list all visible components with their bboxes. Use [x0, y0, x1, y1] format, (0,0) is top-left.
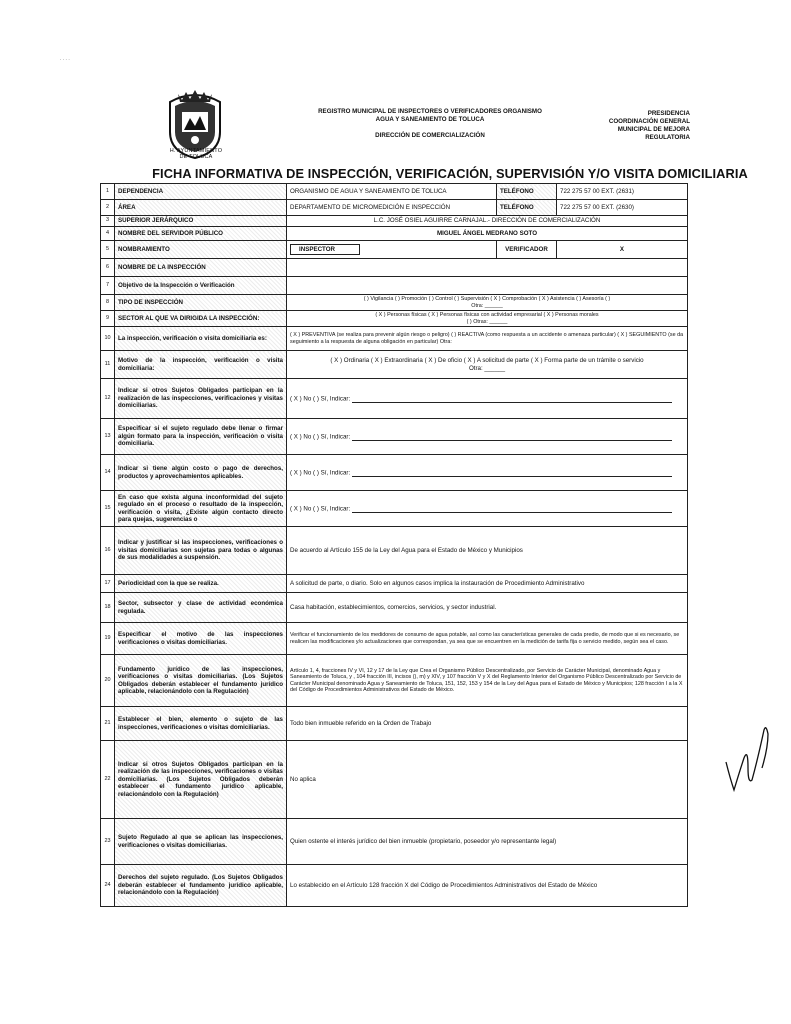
form-row-22: [101, 741, 688, 819]
form-row-11: [101, 351, 688, 379]
registry-line-1: REGISTRO MUNICIPAL DE INSPECTORES O VERIFICADORES ORGANISMO: [318, 108, 542, 115]
field-label: NOMBRE DE LA INSPECCIÓN: [115, 259, 287, 277]
row-number: 7: [101, 277, 115, 295]
inspection-type-options: ( ) Vigilancia ( ) Promoción ( ) Control ( ) Supervisión ( X ) Comprobación ( X ) Asistencia ( ) Asesoría ( ): [363, 296, 611, 303]
row-number: 9: [101, 311, 115, 327]
phone-label: TELÉFONO: [497, 200, 557, 216]
field-value: [287, 379, 688, 419]
row-number: 8: [101, 295, 115, 311]
field-label: SECTOR AL QUE VA DIRIGIDA LA INSPECCIÓN:: [115, 311, 287, 327]
logo-caption-line-2: DE TOLUCA: [179, 154, 213, 160]
form-row-9: [101, 311, 688, 327]
field-value: [287, 259, 688, 277]
row-number: 13: [101, 419, 115, 455]
row-number: 16: [101, 527, 115, 575]
field-label: En caso que exista alguna inconformidad del sujeto regulado en el proceso o resultado de la inspección, verificación o visita, ¿Existe algún contacto directo para quejas, sugerencias o: [115, 491, 287, 527]
form-row-17: [101, 575, 688, 593]
yes-no-options: ( X ) No ( ) Sí, Indicar:: [290, 395, 352, 403]
form-row-3: [101, 216, 688, 227]
row-number: 17: [101, 575, 115, 593]
row-number: 11: [101, 351, 115, 379]
form-row-18: [101, 593, 688, 623]
phone-value: 722 275 57 00 EXT. (2630): [557, 200, 688, 216]
field-value: [287, 311, 688, 327]
field-label: Objetivo de la Inspección o Verificación: [115, 277, 287, 295]
phone-label: TELÉFONO: [497, 184, 557, 200]
inspection-type-other: Otra: ______: [471, 302, 503, 309]
municipal-line: MUNICIPAL DE MEJORA: [617, 126, 690, 133]
indicate-line: [352, 505, 672, 513]
field-value: Casa habitación, establecimientos, comercios, servicios, y sector industrial.: [287, 593, 688, 623]
field-value: A solicitud de parte, o diario. Solo en algunos casos implica la instauración de Procedimiento Administrativo: [287, 575, 688, 593]
verificador-label: VERIFICADOR: [497, 241, 557, 259]
field-value: Verificar el funcionamiento de los medidores de consumo de agua potable, así como las características generales de cada predio, de modo que si es necesario, se realicen las modificaciones y/o actualizaciones que correspondan, ya sea que se encuentren en la medición de tarifa fija o servicio medido, según sea el caso.: [287, 623, 688, 655]
field-label: Fundamento jurídico de las inspecciones, verificaciones o visitas domiciliarias. (Los Sujetos Obligados deberán establecer el fundamento jurídico aplicable, relacionándolo con la Regulación): [115, 655, 287, 707]
form-row-20: [101, 655, 688, 707]
field-label: Motivo de la inspección, verificación o visita domiciliaria:: [115, 351, 287, 379]
field-label: NOMBRAMIENTO: [115, 241, 287, 259]
field-value: [287, 351, 688, 379]
indicate-line: [352, 433, 672, 441]
field-label: Establecer el bien, elemento o sujeto de las inspecciones, verificaciones o visitas domiciliarias.: [115, 707, 287, 741]
field-label: Derechos del sujeto regulado. (Los Sujetos Obligados deberán establecer el fundamento jurídico aplicable, relacionándolo con la Regulación): [115, 865, 287, 907]
row-number: 21: [101, 707, 115, 741]
field-value: [287, 295, 688, 311]
direction-line: DIRECCIÓN DE COMERCIALIZACIÓN: [375, 132, 485, 139]
yes-no-options: ( X ) No ( ) Sí, Indicar:: [290, 505, 352, 513]
field-label: TIPO DE INSPECCIÓN: [115, 295, 287, 311]
row-number: 3: [101, 216, 115, 227]
field-label: Indicar si otros Sujetos Obligados participan en la realización de las inspecciones, verificaciones y visitas domiciliarias.: [115, 379, 287, 419]
field-value: [287, 419, 688, 455]
form-title: FICHA INFORMATIVA DE INSPECCIÓN, VERIFICACIÓN, SUPERVISIÓN Y/O VISITA DOMICILIARIA: [152, 166, 748, 181]
form-row-14: [101, 455, 688, 491]
row-number: 12: [101, 379, 115, 419]
row-number: 10: [101, 327, 115, 351]
field-value: Todo bien inmueble referido en la Orden de Trabajo: [287, 707, 688, 741]
field-value: No aplica: [287, 741, 688, 819]
header-center-block: [290, 108, 570, 140]
field-label: Indicar si otros Sujetos Obligados participan en la realización de las inspecciones, verificaciones o visitas domiciliarias. (Los Sujetos Obligados deberán establecer el fundamento jurídico aplicable, relacionándolo con la Regulación): [115, 741, 287, 819]
row-number: 23: [101, 819, 115, 865]
row-number: 6: [101, 259, 115, 277]
coordination-line: COORDINACIÓN GENERAL: [608, 118, 690, 125]
reason-options: ( X ) Ordinaria ( X ) Extraordinaria ( X ) De oficio ( X ) A solicitud de parte ( X ) Forma parte de un trámite o servicio: [330, 357, 644, 365]
form-row-10: [101, 327, 688, 351]
row-number: 14: [101, 455, 115, 491]
field-label: SUPERIOR JERÁRQUICO: [115, 216, 287, 227]
row-number: 22: [101, 741, 115, 819]
field-value: De acuerdo al Artículo 155 de la Ley del Agua para el Estado de México y Municipios: [287, 527, 688, 575]
inspector-label: INSPECTOR: [290, 244, 360, 255]
field-value: ( X ) PREVENTIVA (se realiza para prevenir algún riesgo o peligro) ( ) REACTIVA (como respuesta a un accidente o amenaza particular) ( X ) SEGUIMIENTO (se da seguimiento a la respuesta de alguna obligación en particular) Otra:: [287, 327, 688, 351]
field-value: ORGANISMO DE AGUA Y SANEAMIENTO DE TOLUCA: [287, 184, 497, 200]
form-row-6: [101, 259, 688, 277]
field-value: MIGUEL ÁNGEL MEDRANO SOTO: [287, 227, 688, 241]
form-row-13: [101, 419, 688, 455]
yes-no-options: ( X ) No ( ) Sí, Indicar:: [290, 433, 352, 441]
form-row-8: [101, 295, 688, 311]
row-number: 18: [101, 593, 115, 623]
regulatory-line: REGULATORIA: [645, 134, 690, 141]
field-label: DEPENDENCIA: [115, 184, 287, 200]
field-value: DEPARTAMENTO DE MICROMEDICIÓN E INSPECCIÓN: [287, 200, 497, 216]
field-label: Periodicidad con la que se realiza.: [115, 575, 287, 593]
form-row-12: [101, 379, 688, 419]
indicate-line: [352, 469, 672, 477]
field-label: NOMBRE DEL SERVIDOR PÚBLICO: [115, 227, 287, 241]
logo-caption-line-1: H. AYUNTAMIENTO: [169, 148, 223, 154]
presidency-line: PRESIDENCIA: [647, 110, 690, 117]
field-value: Artículo 1, 4, fracciones IV y VI, 12 y 17 de la Ley que Crea el Organismo Público Descentralizado, por Servicio de Carácter Municipal, denominado Agua y Saneamiento de Toluca, y , 104 fracción III, incisos (), m) y XIV, y 107 fracción V y X del Reglamento Interior del Organismo Público Descentralizado por Servicio de Carácter Municipal denominado Agua y Saneamiento de Toluca, 151, 152, 153 y 154 de la Ley del Agua para el Estado de México y Municipios; 128 fracción I a la X del Código de Procedimientos Administrativos del Estado de México.: [287, 655, 688, 707]
form-row-21: [101, 707, 688, 741]
field-label: Indicar si tiene algún costo o pago de derechos, productos y aprovechamientos aplicables.: [115, 455, 287, 491]
header-right-block: [580, 110, 690, 142]
row-number: 24: [101, 865, 115, 907]
field-label: Sujeto Regulado al que se aplican las inspecciones, verificaciones o visitas domiciliarias.: [115, 819, 287, 865]
row-number: 2: [101, 200, 115, 216]
field-value: [287, 455, 688, 491]
row-number: 19: [101, 623, 115, 655]
inspector-option: [287, 241, 497, 259]
sector-other: ( ) Otras: ______: [466, 318, 508, 325]
field-label: ÁREA: [115, 200, 287, 216]
row-number: 1: [101, 184, 115, 200]
appointment-mark: X: [557, 241, 688, 259]
handwritten-signature: [718, 718, 778, 798]
sector-options: ( X ) Personas físicas ( X ) Personas físicas con actividad empresarial ( X ) Personas morales: [375, 312, 599, 319]
form-row-24: [101, 865, 688, 907]
field-value: L.C. JOSÉ OSIEL AGUIRRE CARNAJAL.- DIRECCIÓN DE COMERCIALIZACIÓN: [287, 216, 688, 227]
form-row-19: [101, 623, 688, 655]
field-label: Indicar y justificar si las inspecciones, verificaciones o visitas domiciliarias son sujetas para todas o algunas de sus modalidades a suspensión.: [115, 527, 287, 575]
field-label: La inspección, verificación o visita domiciliaria es:: [115, 327, 287, 351]
form-row-15: [101, 491, 688, 527]
row-number: 20: [101, 655, 115, 707]
field-value: Lo establecido en el Artículo 128 fracción X del Código de Procedimientos Administrativos del Estado de México: [287, 865, 688, 907]
form-row-5: [101, 241, 688, 259]
form-row-16: [101, 527, 688, 575]
row-number: 4: [101, 227, 115, 241]
form-row-23: [101, 819, 688, 865]
indicate-line: [352, 395, 672, 403]
form-row-2: [101, 200, 688, 216]
form-row-4: [101, 227, 688, 241]
inspection-form-table: [100, 183, 688, 907]
form-row-7: [101, 277, 688, 295]
field-label: Especificar el motivo de las inspecciones verificaciones o visitas domiciliarias.: [115, 623, 287, 655]
yes-no-options: ( X ) No ( ) Sí, Indicar:: [290, 469, 352, 477]
registry-line-2: AGUA Y SANEAMIENTO DE TOLUCA: [375, 116, 485, 123]
logo-caption: [146, 148, 246, 160]
form-row-1: [101, 184, 688, 200]
field-value: Quien ostente el interés jurídico del bien inmueble (propietario, poseedor y/o representante legal): [287, 819, 688, 865]
field-value: [287, 277, 688, 295]
field-label: Especificar si el sujeto regulado debe llenar o firmar algún formato para la inspección, verificación o visita domiciliaria.: [115, 419, 287, 455]
reason-other: Otra: ______: [468, 364, 506, 372]
field-label: Sector, subsector y clase de actividad económica regulada.: [115, 593, 287, 623]
row-number: 5: [101, 241, 115, 259]
row-number: 15: [101, 491, 115, 527]
phone-value: 722 275 57 00 EXT. (2631): [557, 184, 688, 200]
scan-corner-mark: . . . .: [60, 56, 70, 62]
field-value: [287, 491, 688, 527]
